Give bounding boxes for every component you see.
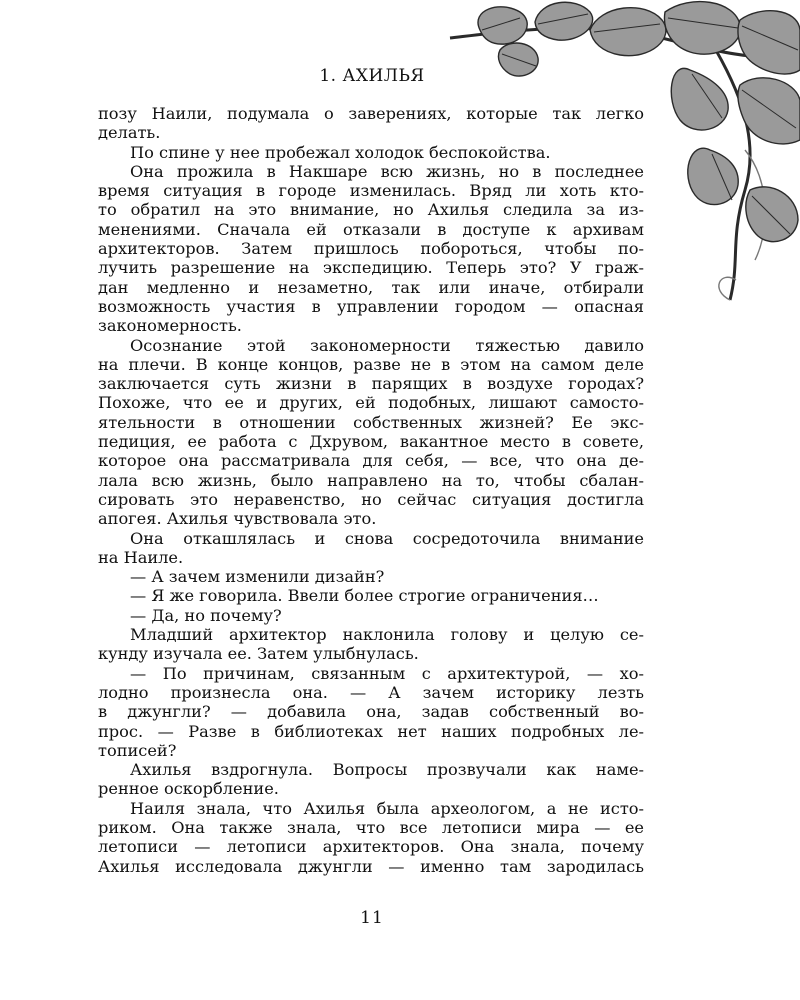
text-line: которое она рассматривала для себя, — все, что она де- bbox=[98, 451, 644, 471]
text-line: Ахилья вздрогнула. Вопросы прозвучали как наме- bbox=[130, 760, 644, 780]
text-line: тописей? bbox=[98, 740, 177, 760]
text-line: архитекторов. Затем пришлось побороться, чтобы по- bbox=[98, 239, 644, 259]
text-line: время ситуация в городе изменилась. Вряд ли хоть кто- bbox=[98, 181, 644, 201]
text-line: Наиля знала, что Ахилья была археологом, а не исто- bbox=[130, 798, 644, 818]
text-line: Ахилья исследовала джунгли — именно там зародилась bbox=[98, 856, 644, 876]
text-line: По спине у нее пробежал холодок беспокойства. bbox=[130, 142, 551, 162]
text-line: закономерность. bbox=[98, 316, 242, 336]
text-line: на плечи. В конце концов, разве не в этом на самом деле bbox=[98, 354, 644, 374]
text-line: делать. bbox=[98, 123, 161, 143]
text-line: лодно произнесла она. — А зачем историку лезть bbox=[98, 682, 644, 702]
text-line: кунду изучала ее. Затем улыбнулась. bbox=[98, 644, 419, 664]
text-line: Она откашлялась и снова сосредоточила внимание bbox=[130, 528, 644, 548]
text-line: менениями. Сначала ей отказали в доступе к архивам bbox=[98, 219, 644, 239]
text-line: позу Наили, подумала о заверениях, которые так легко bbox=[98, 104, 644, 123]
text-line: летописи — летописи архитекторов. Она знала, почему bbox=[98, 837, 644, 857]
text-line: заключается суть жизни в парящих в воздухе городах? bbox=[98, 374, 644, 394]
text-line: Младший архитектор наклонила голову и целую се- bbox=[130, 625, 644, 645]
text-line: — Я же говорила. Ввели более строгие ограничения… bbox=[130, 586, 599, 606]
text-line: в джунгли? — добавила она, задав собственный во- bbox=[98, 702, 644, 722]
text-line: — Да, но почему? bbox=[130, 605, 282, 625]
text-line: возможность участия в управлении городом — опасная bbox=[98, 296, 644, 316]
text-line: то обратил на это внимание, но Ахилья следила за из- bbox=[98, 200, 644, 220]
text-line: Она прожила в Накшаре всю жизнь, но в последнее bbox=[130, 161, 644, 181]
chapter-header: 1. АХИЛЬЯ bbox=[319, 66, 425, 86]
text-line: — А зачем изменили дизайн? bbox=[130, 567, 385, 587]
text-line: апогея. Ахилья чувствовала это. bbox=[98, 509, 377, 529]
text-line: сировать это неравенство, но сейчас ситуация достигла bbox=[98, 489, 644, 509]
text-line: ренное оскорбление. bbox=[98, 779, 279, 799]
text-line: Похоже, что ее и других, ей подобных, лишают самосто- bbox=[98, 393, 644, 413]
text-line: лучить разрешение на экспедицию. Теперь это? У граж- bbox=[98, 258, 644, 278]
text-line: Осознание этой закономерности тяжестью давило bbox=[130, 335, 644, 355]
text-line: — По причинам, связанным с архитектурой, — хо- bbox=[130, 663, 644, 683]
page-number: 11 bbox=[360, 908, 384, 928]
text-line: ятельности в отношении собственных жизней? Ее экс- bbox=[98, 412, 644, 432]
body-text bbox=[98, 104, 644, 876]
text-line: риком. Она также знала, что все летописи мира — ее bbox=[98, 817, 644, 837]
text-line: прос. — Разве в библиотеках нет наших подробных ле- bbox=[98, 721, 644, 741]
text-line: на Наиле. bbox=[98, 547, 184, 567]
text-line: дан медленно и незаметно, так или иначе, отбирали bbox=[98, 277, 644, 297]
text-line: лала всю жизнь, было направлено на то, чтобы сбалан- bbox=[98, 470, 644, 490]
text-line: педиция, ее работа с Дхрувом, вакантное место в совете, bbox=[98, 432, 644, 452]
